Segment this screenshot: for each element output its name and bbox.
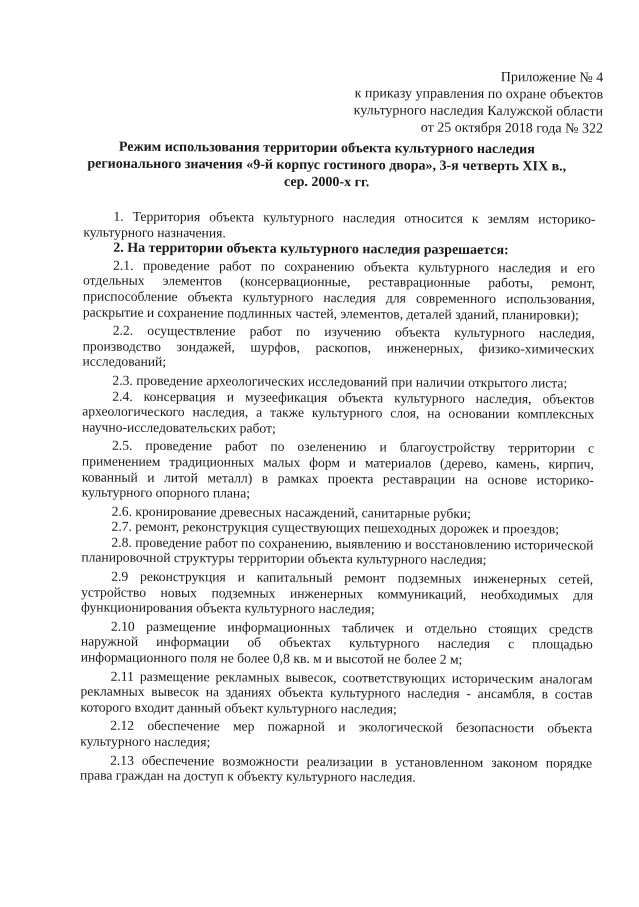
section-2-heading: 2. На территории объекта культурного наследия разрешается: bbox=[113, 240, 509, 259]
paragraph-2-11: 2.11 размещение рекламных вывесок, соответствующих историческим аналогам рекламных вывесок на зданиях объекта культурного наследия - ансамбля, в состав которого входит данный объект культурного наследия; bbox=[80, 668, 593, 717]
document-title: Режим использования территории объекта культурного наследия регионального значения «9-й корпус гостиного двора», 3-я четверть XIX в., сер. 2000-х гг. bbox=[87, 139, 567, 191]
header-line-date: от 25 октября 2018 года № 322 bbox=[420, 120, 604, 137]
paragraph-2-6: 2.6. кронирование древесных насаждений, санитарные рубки; bbox=[111, 503, 472, 521]
paragraph-2-2: 2.2. осуществление работ по изучению объекта культурного наследия, производство зондажей, шурфов, раскопов, инженерных, физико-химических исследований; bbox=[82, 322, 595, 370]
paragraph-2-8: 2.8. проведение работ по сохранению, выявлению и восстановлению исторической планировочной структуры территории объекта культурного наследия; bbox=[81, 534, 594, 568]
paragraph-2-3: 2.3. проведение археологических исследований при наличии открытого листа; bbox=[112, 372, 568, 391]
header-line-appendix: Приложение № 4 bbox=[500, 70, 604, 86]
header-line-order: к приказу управления по охране объектов bbox=[354, 86, 604, 103]
paragraph-2-1: 2.1. проведение работ по сохранению объекта культурного наследия и его отдельных элементов (консервационные, реставрационные работы, ремонт, приспособление объекта культурного наследия для современного использования, раскрытие и сохранение подлинных частей, элементов, деталей зданий, планировки); bbox=[82, 257, 596, 323]
document-body bbox=[80, 209, 596, 787]
paragraph-2-13: 2.13 обеспечение возможности реализации в установленном законом порядке права граждан на доступ к объекту культурного наследия. bbox=[79, 752, 593, 785]
paragraph-2-12: 2.12 обеспечение мер пожарной и экологической безопасности объекта культурного наследия; bbox=[80, 718, 593, 750]
paragraph-1: 1. Территория объекта культурного наследия относится к землям историко-культурного назначения. bbox=[83, 208, 596, 241]
paragraph-2-5: 2.5. проведение работ по озеленению и благоустройству территории с применением традиционных малых форм и материалов (дерево, камень, кирпич, кованный и литой металл) в рамках проекта реставрации на основе историко-культурного опорного плана; bbox=[81, 438, 595, 501]
paragraph-2-7: 2.7. ремонт, реконструкция существующих пешеходных дорожек и проездов; bbox=[111, 519, 560, 537]
appendix-header bbox=[353, 68, 603, 138]
paragraph-2-4: 2.4. консервация и музеефикация объекта культурного наследия, объектов археологического наследия, а также культурного слоя, на основании комплексных научно-исследовательских работ; bbox=[82, 388, 595, 436]
header-line-region: культурного наследия Калужской области bbox=[353, 103, 604, 120]
paragraph-2-9: 2.9 реконструкция и капитальный ремонт подземных инженерных сетей, устройство новых подземных инженерных коммуникаций, необходимых для функционирования объекта культурного наследия; bbox=[81, 568, 594, 617]
paragraph-2-10: 2.10 размещение информационных табличек и отдельно стоящих средств наружной информации об объектах культурного наследия с площадью информационного поля не более 0,8 кв. м и высотой не более 2 м; bbox=[80, 618, 593, 667]
